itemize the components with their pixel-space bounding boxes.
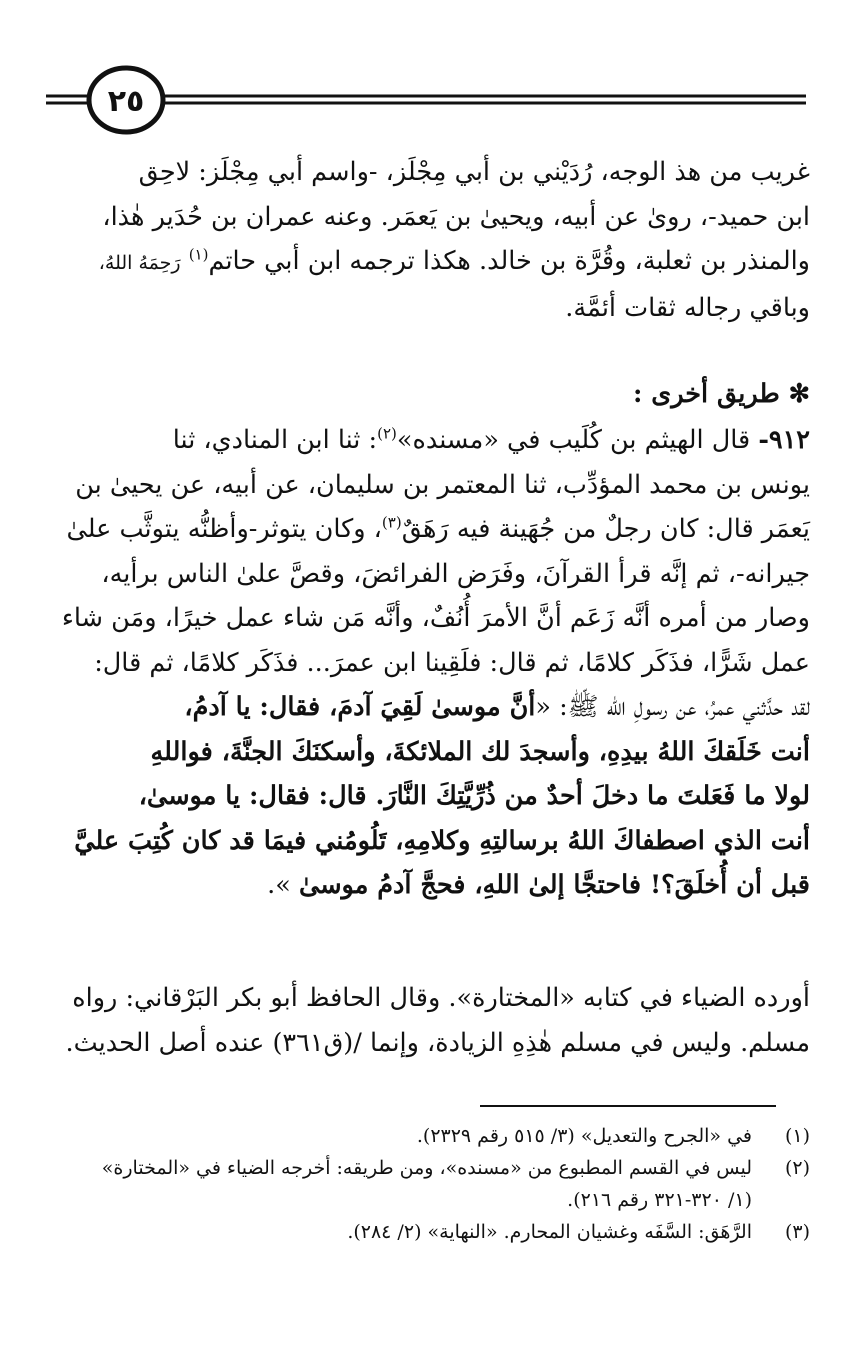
page-number: ٢٥ [107, 84, 145, 119]
paragraph-line: وباقي رجاله ثقات أئمَّة. [565, 292, 810, 323]
hadith-line: وصار من أمره أنَّه زَعَم أنَّ الأمرَ أُنُفٌ، وأنَّه مَن شاء عمل خيرًا، ومَن شاء [61, 603, 810, 633]
footnote-ref-2: (٢) [377, 424, 397, 443]
hadith-line: عمل شَرًّا، فذَكَر كلامًا، ثم قال: فلَقِينا ابن عمرَ... فذَكَر كلامًا، ثم قال: [94, 647, 810, 678]
hadith-text: يَعمَر قال: كان رجلٌ من جُهَينة فيه رَهَقٌ [401, 514, 810, 544]
footnote-separator [480, 1105, 776, 1107]
paragraph-text: والمنذر بن ثعلبة، وقُرَّة بن خالد. هكذا ترجمه ابن أبي حاتم [208, 246, 810, 276]
hadith-quote-line [46, 863, 810, 908]
paragraph-line: مسلم. وليس في مسلم هٰذِهِ الزيادة، وإنما /(ق٣٦١) عنده أصل الحديث. [65, 1027, 810, 1058]
footnote-text: في «الجرح والتعديل» (٣/ ٥١٥ رقم ٢٣٢٩). [416, 1125, 752, 1147]
hadith-quote-line: أنت الذي اصطفاكَ اللهُ برسالتِهِ وكلامِهِ، تَلُومُني فيمَا قد كان كُتِبَ عليَّ [74, 825, 810, 856]
footnote-text: (١/ ٣٢٠-٣٢١ رقم ٢١٦). [567, 1189, 752, 1211]
footnote-ref-3: (٣) [381, 513, 402, 532]
footnote-ref-1: (١) [188, 245, 209, 264]
hadith-quote-text: أنَّ موسىٰ لَقِيَ آدمَ، فقال: يا آدمُ، [184, 692, 536, 722]
hadith-line [46, 685, 810, 730]
hadith-quote-text: قبل أن أُخلَقَ؟! فاحتجَّا إلىٰ اللهِ، فحجَّ آدمُ موسىٰ [298, 870, 810, 900]
page-header [0, 0, 856, 140]
hadith-text: : ثنا ابن المنادي، ثنا [172, 425, 378, 455]
footnote-number: (١) [784, 1125, 810, 1147]
footnote-text: الرَّهَق: السَّفَه وغشيان المحارم. «النهاية» (٢/ ٢٨٤). [347, 1221, 752, 1243]
paragraph-line: ابن حميد-، روىٰ عن أبيه، ويحيىٰ بن يَعمَر. وعنه عمران بن حُدَير هٰذا، [102, 201, 810, 232]
hadith-line: يونس بن محمد المؤدِّب، ثنا المعتمر بن سليمان، عن أبيه، عن يحيىٰ بن [75, 469, 810, 500]
footnote-number: (٣) [784, 1221, 810, 1243]
hadith-number: ٩١٢- [758, 425, 810, 455]
footnotes [46, 1120, 810, 1248]
footnote-text: ليس في القسم المطبوع من «مسنده»، ومن طريقه: أخرجه الضياء في «المختارة» [101, 1157, 752, 1179]
section-heading: ✻ طريق أخرى : [632, 379, 810, 409]
honorific-text: رَحِمَهُ اللهُ، [98, 252, 181, 274]
footnote-1 [46, 1120, 810, 1152]
hadith-text: ». [267, 870, 291, 900]
hadith-text: لقد حدَّثني عمرُ، عن رسولِ الله ﷺ: « [535, 692, 810, 722]
paragraph-line: غريب من هذ الوجه، رُدَيْني بن أبي مِجْلَز، -واسم أبي مِجْلَز: لاحِق [138, 157, 810, 187]
footnote-2 [46, 1152, 810, 1216]
hadith-block [46, 418, 810, 908]
paragraph-line: أورده الضياء في كتابه «المختارة». وقال الحافظ أبو بكر البَرْقاني: رواه [72, 983, 810, 1013]
footnote-3 [46, 1216, 810, 1248]
footnote-number: (٢) [784, 1157, 810, 1179]
paragraph-line [46, 239, 810, 286]
paragraph-1 [46, 150, 810, 330]
hadith-quote-line: أنت خَلَقكَ اللهُ بيدِهِ، وأسجدَ لك الملائكةَ، وأسكنَكَ الجنَّةَ، فواللهِ [150, 736, 810, 767]
hadith-quote-line: لولا ما فَعَلتَ ما دخلَ أحدٌ من ذُرِّيَّتِكَ النَّارَ. قال: فقال: يا موسىٰ، [138, 781, 810, 811]
paragraph-3 [46, 976, 810, 1065]
hadith-line [46, 418, 810, 463]
hadith-text: قال الهيثم بن كُلَيب في «مسنده» [396, 425, 751, 455]
hadith-line [46, 507, 810, 552]
hadith-line: جيرانه-، ثم إنَّه قرأ القرآنَ، وفَرَض الفرائضَ، وقصَّ علىٰ الناس برأيه، [101, 558, 810, 589]
hadith-text: ، وكان يتوثر-وأظنُّه يتوثَّب علىٰ [66, 514, 382, 544]
